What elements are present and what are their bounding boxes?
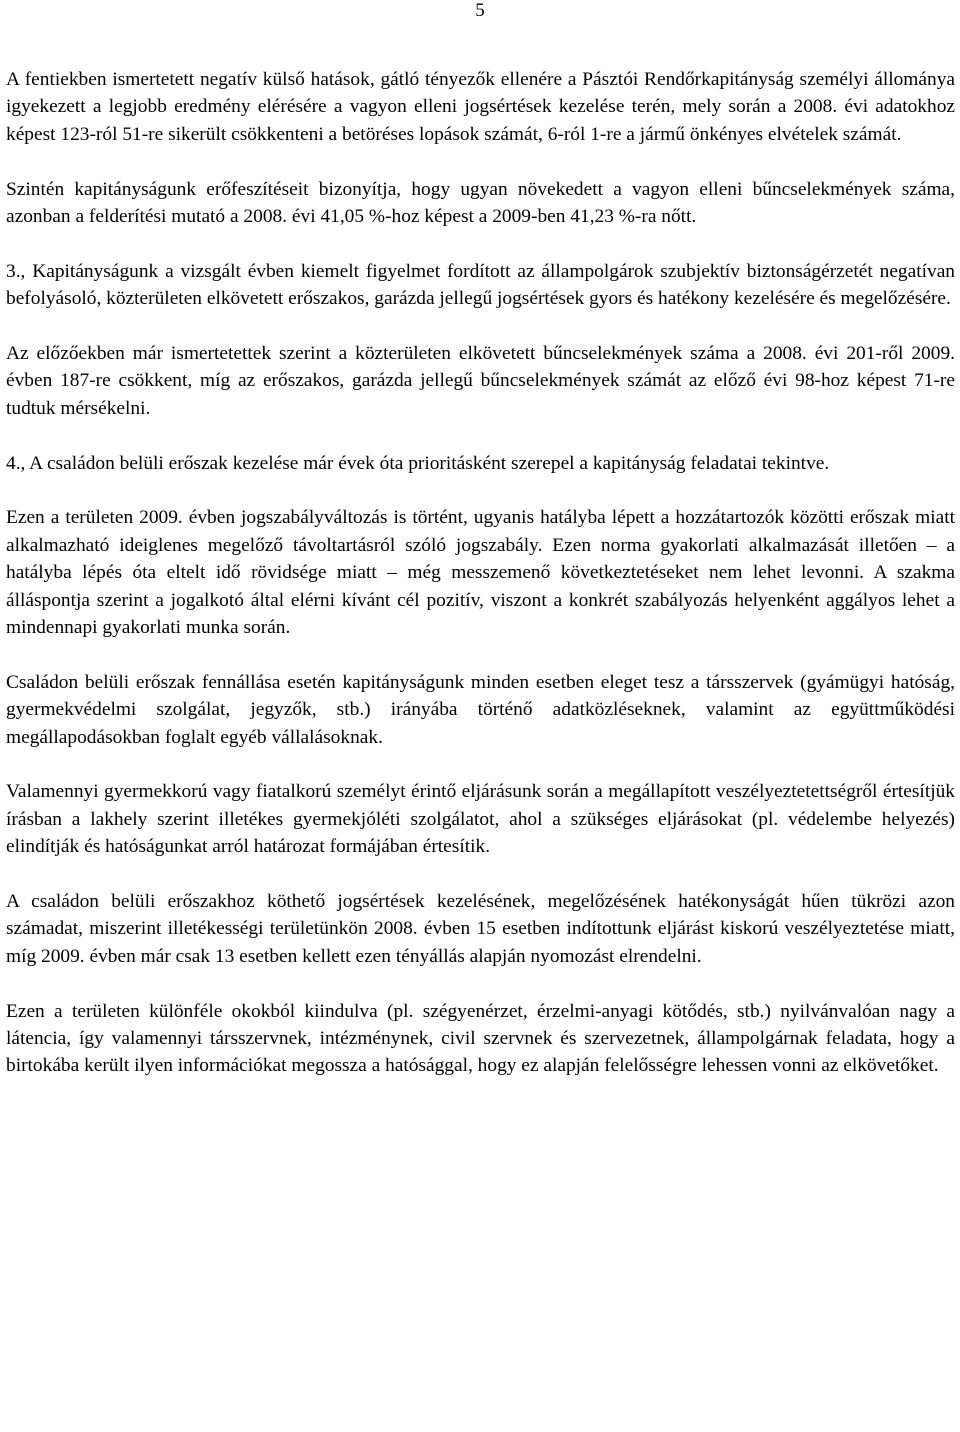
paragraph-child-endangerment-notice: Valamennyi gyermekkorú vagy fiatalkorú személyt érintő eljárásunk során a megállapított veszélyeztetettségről értesítjük írásban a lakhely szerint illetékes gyermekjóléti szolgálatot, ahol a szükséges eljárásokat (pl. védelembe helyezés) elindítják és hatóságunkat arról határozat formájában értesítik. (6, 781, 955, 858)
paragraph-public-space-statistics: Az előzőekben már ismertetettek szerint a közterületen elkövetett bűncselekmények száma a 2008. évi 201-ről 2009. évben 187-re csökkent, míg az erőszakos, garázda jellegű bűncselekmények számát az előző évi 98-hoz képest 71-re tudtuk mérsékelni. (6, 343, 955, 419)
paragraph-property-crime-results: A fentiekben ismertetett negatív külső hatások, gátló tényezők ellenére a Pásztói Rendőrkapitányság személyi állománya igyekezett a legjobb eredmény elérésére a vagyon elleni jogsértések kezelése terén, mely során a 2008. évi adatokhoz képest 123-ról 51-re sikerült csökkenteni a betöréses lopások számát, 6-ról 1-re a jármű önkényes elvételek számát. (6, 69, 955, 145)
document-body (6, 66, 955, 1080)
paragraph-partner-agencies: Családon belüli erőszak fennállása esetén kapitányságunk minden esetben eleget tesz a társszervek (gyámügyi hatóság, gyermekvédelmi szolgálat, jegyzők, stb.) irányába történő adatközléseknek, valamint az együttműködési megállapodásokban foglalt egyéb vállalásoknak. (6, 671, 955, 748)
paragraph-domestic-violence-priority: 4., A családon belüli erőszak kezelése már évek óta prioritásként szerepel a kapitányság feladatai tekintve. (6, 452, 830, 474)
paragraph-latency: Ezen a területen különféle okokból kiindulva (pl. szégyenérzet, érzelmi-anyagi kötődés, stb.) nyilvánvalóan nagy a látencia, így valamennyi társszervnek, intézménynek, civil szervnek és szervezetnek, állampolgárnak feladata, hogy a birtokába került ilyen információkat megossza a hatósággal, hogy ez alapján felelősségre lehessen vonni az elkövetőket. (6, 1000, 955, 1077)
paragraph-domestic-violence-statistics: A családon belüli erőszakhoz köthető jogsértések kezelésének, megelőzésének hatékonyságát hűen tükrözi azon számadat, miszerint illetékességi területünkön 2008. évben 15 esetben indítottunk eljárást kiskorú veszélyeztetése miatt, míg 2009. évben már csak 13 esetben kellett ezen tényállás alapján nyomozást elrendelni. (6, 891, 955, 967)
paragraph-legislation-change: Ezen a területen 2009. évben jogszabályváltozás is történt, ugyanis hatályba lépett a hozzátartozók közötti erőszak miatt alkalmazható ideiglenes megelőző távoltartásról szóló jogszabály. Ezen norma gyakorlati alkalmazását illetően – a hatályba lépés óta eltelt idő rövidsége miatt – még messzemenő következtetéseket nem lehet levonni. A szakma álláspontja szerint a jogalkotó által elérni kívánt cél pozitív, viszont a konkrét szabályozás helyenként aggályos lehet a mindennapi gyakorlati munka során. (6, 507, 955, 639)
paragraph-detection-rate: Szintén kapitányságunk erőfeszítéseit bizonyítja, hogy ugyan növekedett a vagyon elleni bűncselekmények száma, azonban a felderítési mutató a 2008. évi 41,05 %-hoz képest a 2009-ben 41,23 %-ra nőtt. (6, 178, 955, 228)
paragraph-public-space-violence: 3., Kapitányságunk a vizsgált évben kiemelt figyelmet fordított az állampolgárok szubjektív biztonságérzetét negatívan befolyásoló, közterületen elkövetett erőszakos, garázda jellegű jogsértések gyors és hatékony kezelésére és megelőzésére. (6, 260, 955, 310)
page-number: 5 (475, 0, 485, 21)
